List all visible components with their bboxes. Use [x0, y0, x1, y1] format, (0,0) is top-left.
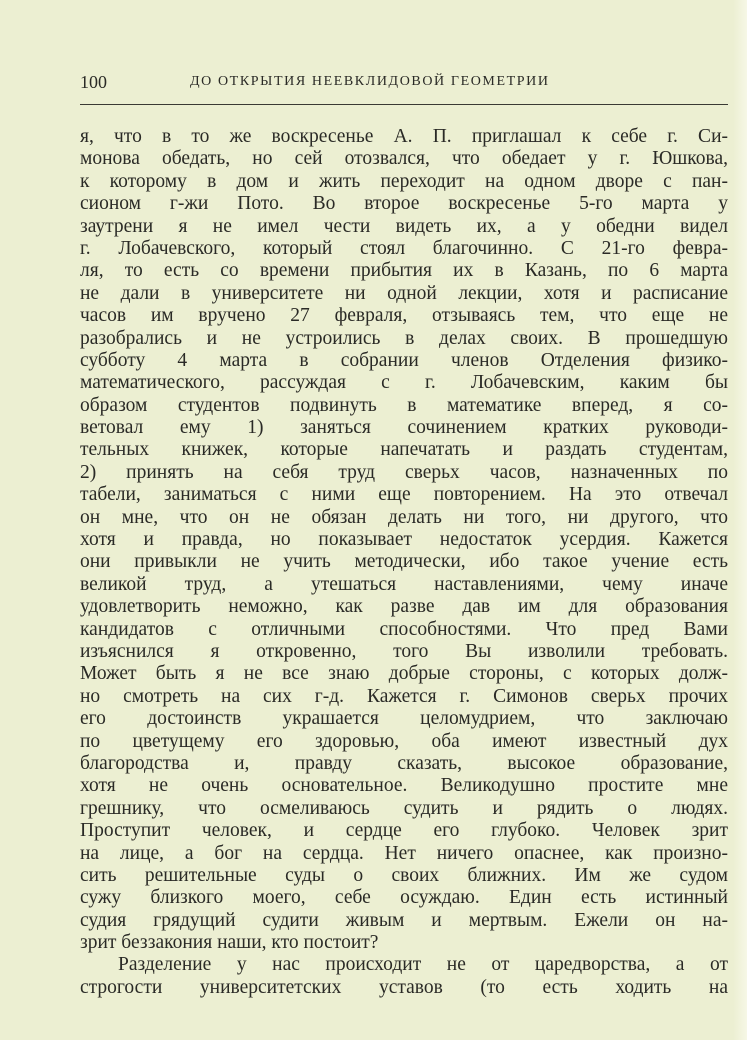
text-line: кандидатов с отличными способностями. Что пред Вами	[80, 618, 728, 640]
running-header	[80, 70, 728, 98]
text-line: 2) принять на себя труд сверьх часов, назначенных по	[80, 461, 728, 483]
text-line: разобрались и не устроились в делах своих. В прошедшую	[80, 327, 728, 349]
text-line: я, что в то же воскресенье А. П. приглашал к себе г. Си-	[80, 126, 728, 147]
page-number: 100	[80, 72, 107, 92]
text-line: ля, то есть со времени прибытия их в Казань, по 6 марта	[80, 260, 728, 282]
text-line: субботу 4 марта в собрании членов Отделения физико-	[80, 349, 728, 371]
text-line: он мне, что он не обязан делать ни того, ни другого, что	[80, 506, 728, 528]
text-line: Может быть я не все знаю добрые стороны, с которых долж-	[80, 663, 728, 685]
text-line: строгости университетских уставов (то есть ходить на	[80, 976, 728, 998]
text-line: сужу близкого моего, себе осуждаю. Един есть истинный	[80, 887, 728, 909]
text-line: часов им вручено 27 февраля, отзываясь тем, что еще не	[80, 305, 728, 327]
text-line: математического, рассуждая с г. Лобачевским, каким бы	[80, 372, 728, 394]
text-line: благородства и, правду сказать, высокое образование,	[80, 752, 728, 774]
running-title: ДО ОТКРЫТИЯ НЕЕВКЛИДОВОЙ ГЕОМЕТРИИ	[190, 74, 550, 89]
text-line: судия грядущий судити живым и мертвым. Ежели он на-	[80, 909, 728, 931]
text-line: но смотреть на сих г-д. Кажется г. Симонов сверьх прочих	[80, 685, 728, 707]
text-line: изъяснился я откровенно, того Вы изволили требовать.	[80, 640, 728, 662]
text-line: Разделение у нас происходит не от царедворства, а от	[118, 954, 728, 976]
text-line: великой труд, а утешаться наставлениями, чему иначе	[80, 573, 728, 595]
header-rule	[80, 104, 728, 105]
text-line: Проступит человек, и сердце его глубоко. Человек зрит	[80, 820, 728, 842]
text-line: по цветущему его здоровью, оба имеют известный дух	[80, 730, 728, 752]
text-line: хотя не очень основательное. Великодушно простите мне	[80, 775, 728, 797]
text-line: сионом г-жи Пото. Во второе воскресенье 5-го марта у	[80, 193, 728, 215]
text-line: хотя и правда, но показывает недостаток усердия. Кажется	[80, 529, 728, 551]
text-line: они привыкли не учить методически, ибо такое учение есть	[80, 551, 728, 573]
text-line: его достоинств украшается целомудрием, что заключаю	[80, 708, 728, 730]
text-line: образом студентов подвинуть в математике вперед, я со-	[80, 394, 728, 416]
text-line: на лице, а бог на сердца. Нет ничего опаснее, как произно-	[80, 842, 728, 864]
text-line: монова обедать, но сей отозвался, что обедает у г. Юшкова,	[80, 148, 728, 170]
text-line: не дали в университете ни одной лекции, хотя и расписание	[80, 282, 728, 304]
body-text	[80, 126, 728, 999]
text-line: сить решительные суды о своих ближних. Им же судом	[80, 864, 728, 886]
text-line: удовлетворить неможно, как разве дав им для образования	[80, 596, 728, 618]
text-line: г. Лобачевского, который стоял благочинно. С 21-го февра-	[80, 237, 728, 259]
text-line: тельных книжек, которые напечатать и раздать студентам,	[80, 439, 728, 461]
text-line: грешнику, что осмеливаюсь судить и рядить о людях.	[80, 797, 728, 819]
text-line: табели, заниматься с ними еще повторением. На это отвечал	[80, 484, 728, 506]
text-line: ветовал ему 1) заняться сочинением кратких руководи-	[80, 417, 728, 439]
page-edge	[733, 0, 747, 1040]
text-line: к которому в дом и жить переходит на одном дворе с пан-	[80, 170, 728, 192]
text-line: зрит беззакония наши, кто постоит?	[80, 932, 379, 954]
text-line: заутрени я не имел чести видеть их, а у обедни видел	[80, 215, 728, 237]
